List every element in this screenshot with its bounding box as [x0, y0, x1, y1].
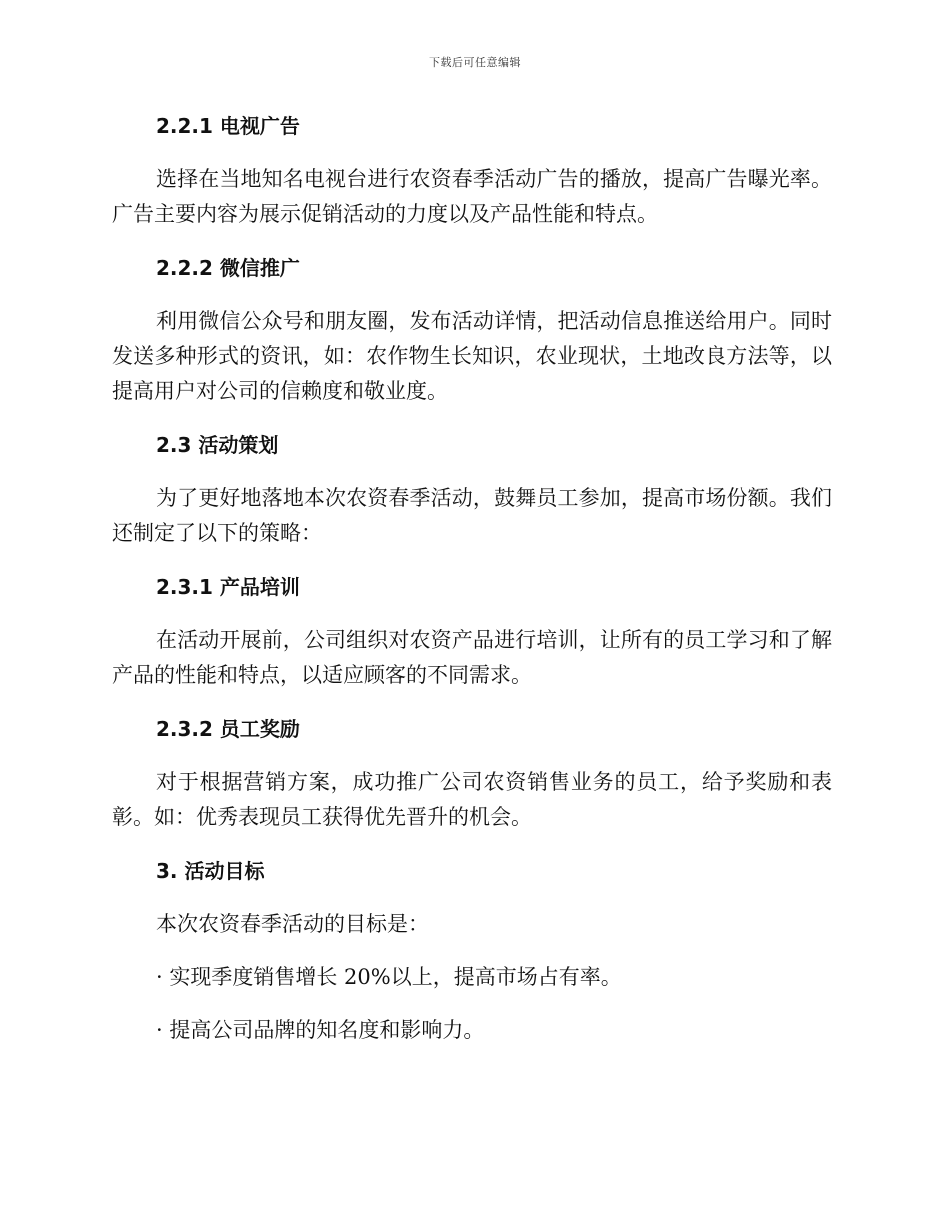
list-item: · 实现季度销售增长 20%以上，提高市场占有率。 [156, 965, 622, 989]
heading-2-2-2: 2.2.2 微信推广 [156, 256, 300, 280]
paragraph-2-3: 为了更好地落地本次农资春季活动，鼓舞员工参加，提高市场份额。我们还制定了以下的策略： [112, 486, 832, 545]
heading-2-3: 2.3 活动策划 [156, 433, 279, 457]
page-header: 下载后可任意编辑 [429, 56, 521, 69]
paragraph-3-intro: 本次农资春季活动的目标是： [156, 912, 429, 936]
heading-2-3-1: 2.3.1 产品培训 [156, 575, 300, 599]
heading-3: 3. 活动目标 [156, 859, 265, 883]
heading-2-2-1: 2.2.1 电视广告 [156, 114, 300, 138]
list-item: · 提高公司品牌的知名度和影响力。 [156, 1018, 485, 1042]
paragraph-2-2-2: 利用微信公众号和朋友圈，发布活动详情，把活动信息推送给用户。同时发送多种形式的资讯，如：农作物生长知识，农业现状，土地改良方法等，以提高用户对公司的信赖度和敬业度。 [112, 309, 832, 403]
paragraph-2-3-2: 对于根据营销方案，成功推广公司农资销售业务的员工，给予奖励和表彰。如：优秀表现员工获得优先晋升的机会。 [112, 770, 832, 829]
heading-2-3-2: 2.3.2 员工奖励 [156, 717, 300, 741]
paragraph-2-2-1: 选择在当地知名电视台进行农资春季活动广告的播放，提高广告曝光率。广告主要内容为展示促销活动的力度以及产品性能和特点。 [112, 167, 832, 226]
document-body [112, 108, 832, 1048]
paragraph-2-3-1: 在活动开展前，公司组织对农资产品进行培训，让所有的员工学习和了解产品的性能和特点，以适应顾客的不同需求。 [112, 628, 832, 687]
